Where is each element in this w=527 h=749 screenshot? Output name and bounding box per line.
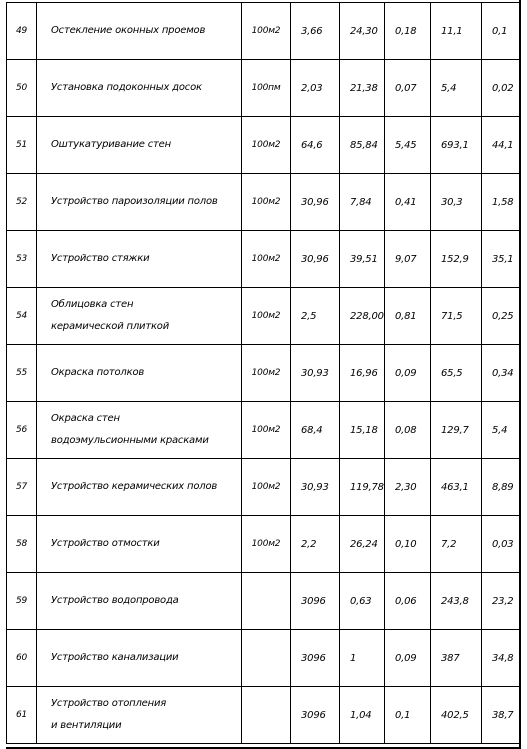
machine-norm-cell: 0,06	[385, 573, 431, 630]
work-name	[37, 60, 242, 117]
table-row	[7, 573, 520, 630]
machine-total-cell: 0,1	[482, 3, 520, 60]
table-row	[7, 3, 520, 60]
work-name-line: и вентиляции	[51, 720, 122, 731]
work-name-line: Остекление оконных проемов	[51, 25, 206, 36]
unit-cell	[242, 630, 291, 687]
work-name-line: Устройство стяжки	[51, 253, 150, 264]
work-name	[37, 459, 242, 516]
labor-total-cell: 30,3	[431, 174, 482, 231]
work-name	[37, 402, 242, 459]
work-name	[37, 516, 242, 573]
machine-total-cell: 0,02	[482, 60, 520, 117]
row-number: 50	[7, 60, 37, 117]
volume-cell: 30,96	[291, 231, 340, 288]
work-name-line: Устройство отопления	[51, 698, 167, 709]
machine-total-cell: 1,58	[482, 174, 520, 231]
machine-total-cell: 23,2	[482, 573, 520, 630]
unit-cell: 100м2	[242, 345, 291, 402]
row-number: 49	[7, 3, 37, 60]
labor-total-cell: 5,4	[431, 60, 482, 117]
machine-total-cell: 5,4	[482, 402, 520, 459]
work-name	[37, 345, 242, 402]
volume-cell: 3096	[291, 630, 340, 687]
row-number: 53	[7, 231, 37, 288]
unit-cell: 100пм	[242, 60, 291, 117]
labor-norm-cell: 1,04	[340, 687, 385, 744]
volume-cell: 3096	[291, 573, 340, 630]
machine-norm-cell: 0,18	[385, 3, 431, 60]
table-row	[7, 345, 520, 402]
work-name-line: водоэмульсионными красками	[51, 435, 209, 446]
unit-cell: 100м2	[242, 402, 291, 459]
table-row	[7, 402, 520, 459]
volume-cell: 30,93	[291, 345, 340, 402]
labor-norm-cell: 228,00	[340, 288, 385, 345]
labor-norm-cell: 26,24	[340, 516, 385, 573]
work-name-line: Устройство пароизоляции полов	[51, 196, 218, 207]
machine-total-cell: 8,89	[482, 459, 520, 516]
labor-total-cell: 387	[431, 630, 482, 687]
machine-norm-cell: 0,10	[385, 516, 431, 573]
labor-total-cell: 65,5	[431, 345, 482, 402]
labor-norm-cell: 39,51	[340, 231, 385, 288]
row-number: 55	[7, 345, 37, 402]
table-row	[7, 630, 520, 687]
labor-total-cell: 152,9	[431, 231, 482, 288]
unit-cell: 100м2	[242, 117, 291, 174]
labor-total-cell: 71,5	[431, 288, 482, 345]
volume-cell: 30,96	[291, 174, 340, 231]
volume-cell: 2,03	[291, 60, 340, 117]
table-row	[7, 459, 520, 516]
table-row	[7, 687, 520, 744]
unit-cell: 100м2	[242, 459, 291, 516]
labor-norm-cell: 21,38	[340, 60, 385, 117]
labor-total-cell: 243,8	[431, 573, 482, 630]
unit-cell: 100м2	[242, 288, 291, 345]
machine-total-cell: 44,1	[482, 117, 520, 174]
unit-cell: 100м2	[242, 231, 291, 288]
volume-cell: 64,6	[291, 117, 340, 174]
table-row	[7, 288, 520, 345]
row-number: 52	[7, 174, 37, 231]
row-number: 54	[7, 288, 37, 345]
work-name	[37, 3, 242, 60]
labor-norm-cell: 16,96	[340, 345, 385, 402]
machine-norm-cell: 0,81	[385, 288, 431, 345]
table-row	[7, 231, 520, 288]
machine-total-cell: 0,34	[482, 345, 520, 402]
labor-norm-cell: 119,78	[340, 459, 385, 516]
table-row	[7, 174, 520, 231]
table-row	[7, 516, 520, 573]
work-name	[37, 231, 242, 288]
row-number: 56	[7, 402, 37, 459]
unit-cell: 100м2	[242, 516, 291, 573]
machine-norm-cell: 0,09	[385, 630, 431, 687]
machine-norm-cell: 0,08	[385, 402, 431, 459]
machine-total-cell: 0,25	[482, 288, 520, 345]
right-frame-line	[519, 0, 521, 749]
machine-norm-cell: 0,1	[385, 687, 431, 744]
work-name	[37, 117, 242, 174]
machine-norm-cell: 0,09	[385, 345, 431, 402]
labor-total-cell: 693,1	[431, 117, 482, 174]
work-name-line: Устройство керамических полов	[51, 481, 218, 492]
machine-total-cell: 35,1	[482, 231, 520, 288]
labor-total-cell: 7,2	[431, 516, 482, 573]
volume-cell: 2,5	[291, 288, 340, 345]
unit-cell: 100м2	[242, 174, 291, 231]
row-number: 60	[7, 630, 37, 687]
labor-total-cell: 129,7	[431, 402, 482, 459]
work-name	[37, 288, 242, 345]
machine-total-cell: 38,7	[482, 687, 520, 744]
row-number: 58	[7, 516, 37, 573]
unit-cell: 100м2	[242, 3, 291, 60]
labor-norm-cell: 0,63	[340, 573, 385, 630]
table-body	[7, 3, 520, 744]
work-name-line: Облицовка стен	[51, 299, 134, 310]
labor-norm-cell: 85,84	[340, 117, 385, 174]
work-name-line: Устройство канализации	[51, 652, 179, 663]
labor-norm-cell: 1	[340, 630, 385, 687]
work-name	[37, 687, 242, 744]
labor-total-cell: 402,5	[431, 687, 482, 744]
work-name-line: Установка подоконных досок	[51, 82, 202, 93]
row-number: 61	[7, 687, 37, 744]
machine-total-cell: 34,8	[482, 630, 520, 687]
table-row	[7, 60, 520, 117]
volume-cell: 30,93	[291, 459, 340, 516]
unit-cell	[242, 687, 291, 744]
labor-norm-cell: 24,30	[340, 3, 385, 60]
work-name	[37, 630, 242, 687]
work-name-line: керамической плиткой	[51, 321, 170, 332]
machine-norm-cell: 2,30	[385, 459, 431, 516]
table-row	[7, 117, 520, 174]
work-name-line: Окраска потолков	[51, 367, 145, 378]
row-number: 59	[7, 573, 37, 630]
labor-total-cell: 463,1	[431, 459, 482, 516]
volume-cell: 3096	[291, 687, 340, 744]
volume-cell: 68,4	[291, 402, 340, 459]
machine-norm-cell: 0,41	[385, 174, 431, 231]
labor-total-cell: 11,1	[431, 3, 482, 60]
work-name	[37, 573, 242, 630]
machine-norm-cell: 5,45	[385, 117, 431, 174]
machine-norm-cell: 0,07	[385, 60, 431, 117]
work-name-line: Устройство отмостки	[51, 538, 160, 549]
works-table	[6, 2, 520, 744]
work-name	[37, 174, 242, 231]
machine-norm-cell: 9,07	[385, 231, 431, 288]
work-name-line: Окраска стен	[51, 413, 120, 424]
volume-cell: 3,66	[291, 3, 340, 60]
labor-norm-cell: 15,18	[340, 402, 385, 459]
machine-total-cell: 0,03	[482, 516, 520, 573]
unit-cell	[242, 573, 291, 630]
work-name-line: Оштукатуривание стен	[51, 139, 171, 150]
volume-cell: 2,2	[291, 516, 340, 573]
work-name-line: Устройство водопровода	[51, 595, 179, 606]
labor-norm-cell: 7,84	[340, 174, 385, 231]
row-number: 57	[7, 459, 37, 516]
row-number: 51	[7, 117, 37, 174]
